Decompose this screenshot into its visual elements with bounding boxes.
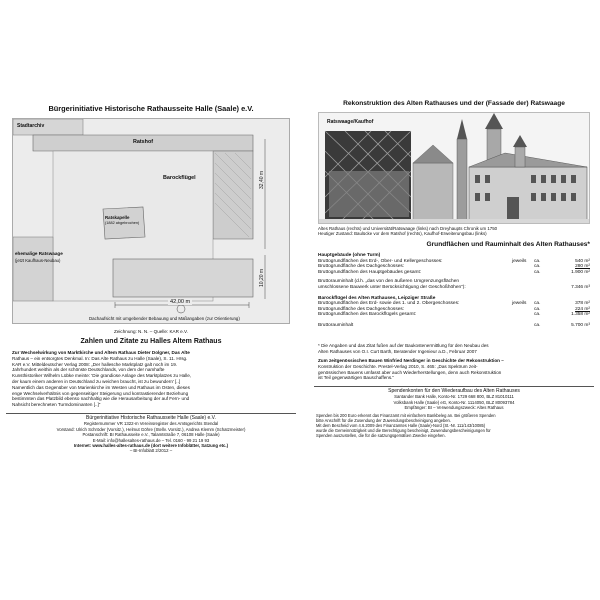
quote-line: bestimmten das Platzbild ebenso nachhaltig wie die Herausarbeitung der auf Fern- und bbox=[12, 396, 190, 402]
row-ca: ca. bbox=[534, 322, 541, 328]
quote-line: ist Teil gegenwärtigen Bauschaffens.“ bbox=[318, 375, 394, 381]
table-row bbox=[318, 285, 590, 291]
main-building-table bbox=[318, 251, 590, 329]
label-ratskapelle: Ratskapelle bbox=[105, 215, 130, 220]
row-label: Bruttogrundflächen des Erd- sowie des 1. und 2. Obergeschosses: bbox=[318, 301, 460, 307]
donation-line: Volksbank Halle (Saale) eG, Konto-Nr. 1114050, BLZ 80093784 bbox=[393, 399, 515, 405]
quote-line: Namentlich das Gegenüber von Marienkirche im Westen und Rathaus im Osten, dieses bbox=[12, 384, 190, 390]
quote-paragraph bbox=[12, 350, 290, 408]
right-column bbox=[314, 100, 594, 460]
association-footer bbox=[6, 416, 296, 454]
historic-facade-drawing bbox=[318, 112, 590, 224]
contemporary-building-quote bbox=[318, 358, 590, 381]
row-label: Bruttogrundfläche des Dachgeschosses: bbox=[318, 306, 405, 312]
quote-line: der kaum einem anderen in Deutschland zu weichen braucht, ist zu bewundern' [..] bbox=[12, 378, 181, 384]
association-title: Bürgerinitiative Historische Rathausseite Halle (Saale) e.V. bbox=[48, 104, 254, 113]
donation-note-line: bitte Anschrift für die Zusendung der Zuwendungsbescheinigung angeben. bbox=[316, 418, 451, 424]
donation-line: Empfänger: BI – Verwendungszweck: Altes Rathaus bbox=[404, 405, 504, 411]
footnote bbox=[318, 343, 590, 355]
footer-line: Vorstand: Ulrich Schröder (Vorsitz.), Helmut Göhre (Stellv. Vorsitz.), Andrea Klemm (Schatzmeister) bbox=[56, 426, 246, 432]
quote-line: Jahrhundert weithin als der schönste Deutschlands, von dem der namhafte bbox=[12, 367, 165, 373]
footnote-line: * Die Angaben und das Zitat fußen auf der Baukostenermittlung für den Neubau des bbox=[318, 343, 489, 348]
row-ca: ca. bbox=[534, 258, 541, 264]
row-label: Bruttogrundflächen des Erd-, Ober- und Kellergeschosses: bbox=[318, 258, 443, 264]
table-row bbox=[318, 270, 590, 276]
row-label: Bruttorauminhalt bbox=[318, 322, 354, 328]
donation-note-line: wurde die Gemeinnützigkeit und die Berechtigung bescheinigt, Zuwendungsbescheinigungen für bbox=[316, 428, 491, 434]
quote-line: Nahsicht berechneten Turmdominanten [..]“ bbox=[12, 402, 101, 408]
label-ratswaage: ehemalige Ratswaage bbox=[15, 251, 63, 256]
row-ca: ca. bbox=[534, 269, 541, 275]
row-label: Bruttogrundflächen des Hauptgebäudes gesamt: bbox=[318, 269, 422, 275]
row-value: 224 m² bbox=[575, 306, 590, 312]
row-value: 5.700 m³ bbox=[571, 322, 590, 328]
row-value: 1.900 m² bbox=[571, 269, 590, 275]
row-value: 280 m² bbox=[575, 264, 590, 270]
row-ca: ca. bbox=[534, 264, 541, 270]
donation-note-line: Mit dem Bescheid vom 4.6.2009 des Finanzamtes Halle (Saale)-Nord (St.-Nr. 111/143/10085) bbox=[316, 423, 486, 429]
table-row bbox=[318, 312, 590, 318]
label-ratshof: Ratshof bbox=[133, 139, 154, 145]
volume-line: umschlossene Bauwerk unter Berücksichtigung der Geschoßhöhen“): bbox=[318, 284, 466, 290]
website-line: Internet: www.halles-altes-rathaus.de (dort weitere Infoblätter, Satzung etc.) bbox=[73, 443, 229, 449]
quote-line: genössischen Bauens umfasst aber auch Wiederherstellungen, denn auch Rekonstruktion bbox=[318, 369, 502, 375]
label-barockfluegel: Barockflügel bbox=[163, 175, 196, 181]
label-ratskapelle-note: (1882 abgebrochen) bbox=[105, 221, 140, 225]
footer-line: Postanschrift: BI Rathausseite e.V., Talamtstraße 7, 06108 Halle (Saale) bbox=[82, 432, 220, 438]
reconstruction-title: Rekonstruktion des Alten Rathauses und der (Fassade der) Ratswaage bbox=[343, 100, 565, 107]
drawing-label: Ratswaage/Kaufhof bbox=[327, 119, 374, 125]
donation-divider bbox=[314, 386, 594, 387]
drawing-caption bbox=[318, 226, 594, 237]
dimension-depth-1: 32,40 m bbox=[259, 170, 265, 189]
donation-note-line: Spenden bis 200 Euro erkennt das Finanzamt mit einfachem Bankbeleg an. Bei größeren Spenden bbox=[316, 413, 496, 418]
row-ca: ca. bbox=[534, 312, 541, 318]
footnote-line: Alten Rathauses von O.I. Curt Barth, Beratender Ingenieur a.D., Februar 2007 bbox=[318, 348, 477, 354]
infoblatt-number: – BI-Infoblatt 2/2012 – bbox=[129, 448, 173, 454]
main-building-heading: Hauptgebäude (ohne Turm) bbox=[318, 253, 381, 258]
table-row bbox=[318, 323, 590, 329]
footer-line: E-Mail: info@hallesaltes-rathaus.de – Tel. 0160 - 99 21 19 93 bbox=[92, 437, 210, 443]
left-column bbox=[6, 100, 296, 460]
dimension-depth-2: 10,20 m bbox=[259, 268, 265, 287]
donation-line: Santander Bank Halle, Konto-Nr. 1729 668 800, BLZ 81010111 bbox=[394, 394, 514, 400]
row-ca: ca. bbox=[534, 301, 541, 307]
area-heading: Grundflächen und Rauminhalt des Alten Rathauses* bbox=[426, 241, 590, 248]
quotes-heading: Zahlen und Zitate zu Halles Altem Rathaus bbox=[80, 338, 222, 345]
footer-line: Registernummer VR 1322-m Vereinsregister des Amtsgerichts Stendal bbox=[83, 421, 219, 427]
row-value: 1.358 m² bbox=[571, 312, 590, 318]
plan-footer-label: Dachaufsicht mit umgebender Bebauung und Maßangaben (zur Orientierung) bbox=[89, 316, 240, 321]
donation-note-line: Spenden auszustellen, die für die satzungsgemäßen Zwecke eingehen. bbox=[316, 433, 446, 439]
row-label: Bruttogrundflächen des Barockflügels gesamt: bbox=[318, 312, 417, 318]
label-ratswaage-note: (jetzt Kaufhaus-Neubau) bbox=[15, 258, 61, 263]
quote-line: Rathaus – ein entsorgtes Denkmal. In: Das Alte Rathaus zu Halle (Saale), S. 11. Hrsg. bbox=[12, 355, 188, 361]
row-label: Bruttogrundfläche des Dachgeschosses: bbox=[318, 264, 405, 270]
volume-line: Bruttorauminhalt (d.h. „das von den äußeren Umgrenzungsflächen bbox=[318, 279, 460, 285]
quote-line: Zum zeitgenössischen Bauen Winfried Nerdinger in Geschichte der Rekonstruktion – bbox=[318, 358, 504, 363]
quote-line: Zur Wechselwirkung von Marktkirche und Altem Rathaus Dieter Dolgner, Das Alte bbox=[12, 350, 190, 355]
quote-line: Konstruktion der Geschichte. Prestel-Verlag 2010, S. 465: „Das Spektrum zeit- bbox=[318, 363, 478, 369]
site-plan bbox=[12, 118, 290, 324]
row-value: 540 m² bbox=[575, 258, 590, 264]
drawing-caption-line: Heutiger Zustand: Baulücke vor dem Ratshof (rechts), Kaufhof-Erweiterungsbau (links) bbox=[318, 231, 487, 237]
quote-line: KAR e.V. Mitteldeutscher Verlag 2008: „Der hallesche Marktplatz galt noch im 19. bbox=[12, 361, 178, 367]
row-value: 378 m² bbox=[575, 301, 590, 307]
footer-line: Bürgerinitiative Historische Rathausseite Halle (Saale) e.V. bbox=[86, 415, 216, 421]
donation-note bbox=[316, 413, 592, 438]
donation-heading: Spendenkonten für den Wiederaufbau des Alten Rathauses bbox=[388, 388, 520, 394]
row-prefix: jeweils bbox=[512, 258, 527, 264]
volume-value: 7.346 m³ bbox=[571, 284, 590, 290]
baroque-wing-heading: Barockflügel des Alten Rathauses, Leipziger Straße bbox=[318, 295, 436, 301]
quote-line: enge Wechselverhältnis von gegenseitiger Steigerung und kontrastierender Beziehung bbox=[12, 390, 189, 396]
facade-illustration bbox=[319, 113, 590, 224]
footer-divider bbox=[6, 413, 296, 414]
dimension-width: 42,00 m bbox=[170, 299, 191, 305]
label-stadtarchiv: Stadtarchiv bbox=[17, 123, 45, 129]
plan-caption: Zeichnung: N. N. – Quelle: KAR e.V. bbox=[114, 329, 188, 334]
drawing-caption-line: Altes Rathaus (rechts) und Universität/Ratswaage (links) nach Dreyhaupts Chronik um 1750 bbox=[318, 226, 498, 231]
donation-accounts bbox=[314, 389, 594, 411]
row-ca: ca. bbox=[534, 306, 541, 312]
infoblatt-sheet bbox=[6, 100, 594, 460]
row-prefix: jeweils bbox=[512, 301, 527, 307]
quote-line: Kunsthistoriker Wilhelm Lübke meinte: 'Die grandiose Anlage des Marktplatzes zu Halle, bbox=[12, 373, 192, 379]
site-plan-drawing bbox=[13, 119, 290, 324]
